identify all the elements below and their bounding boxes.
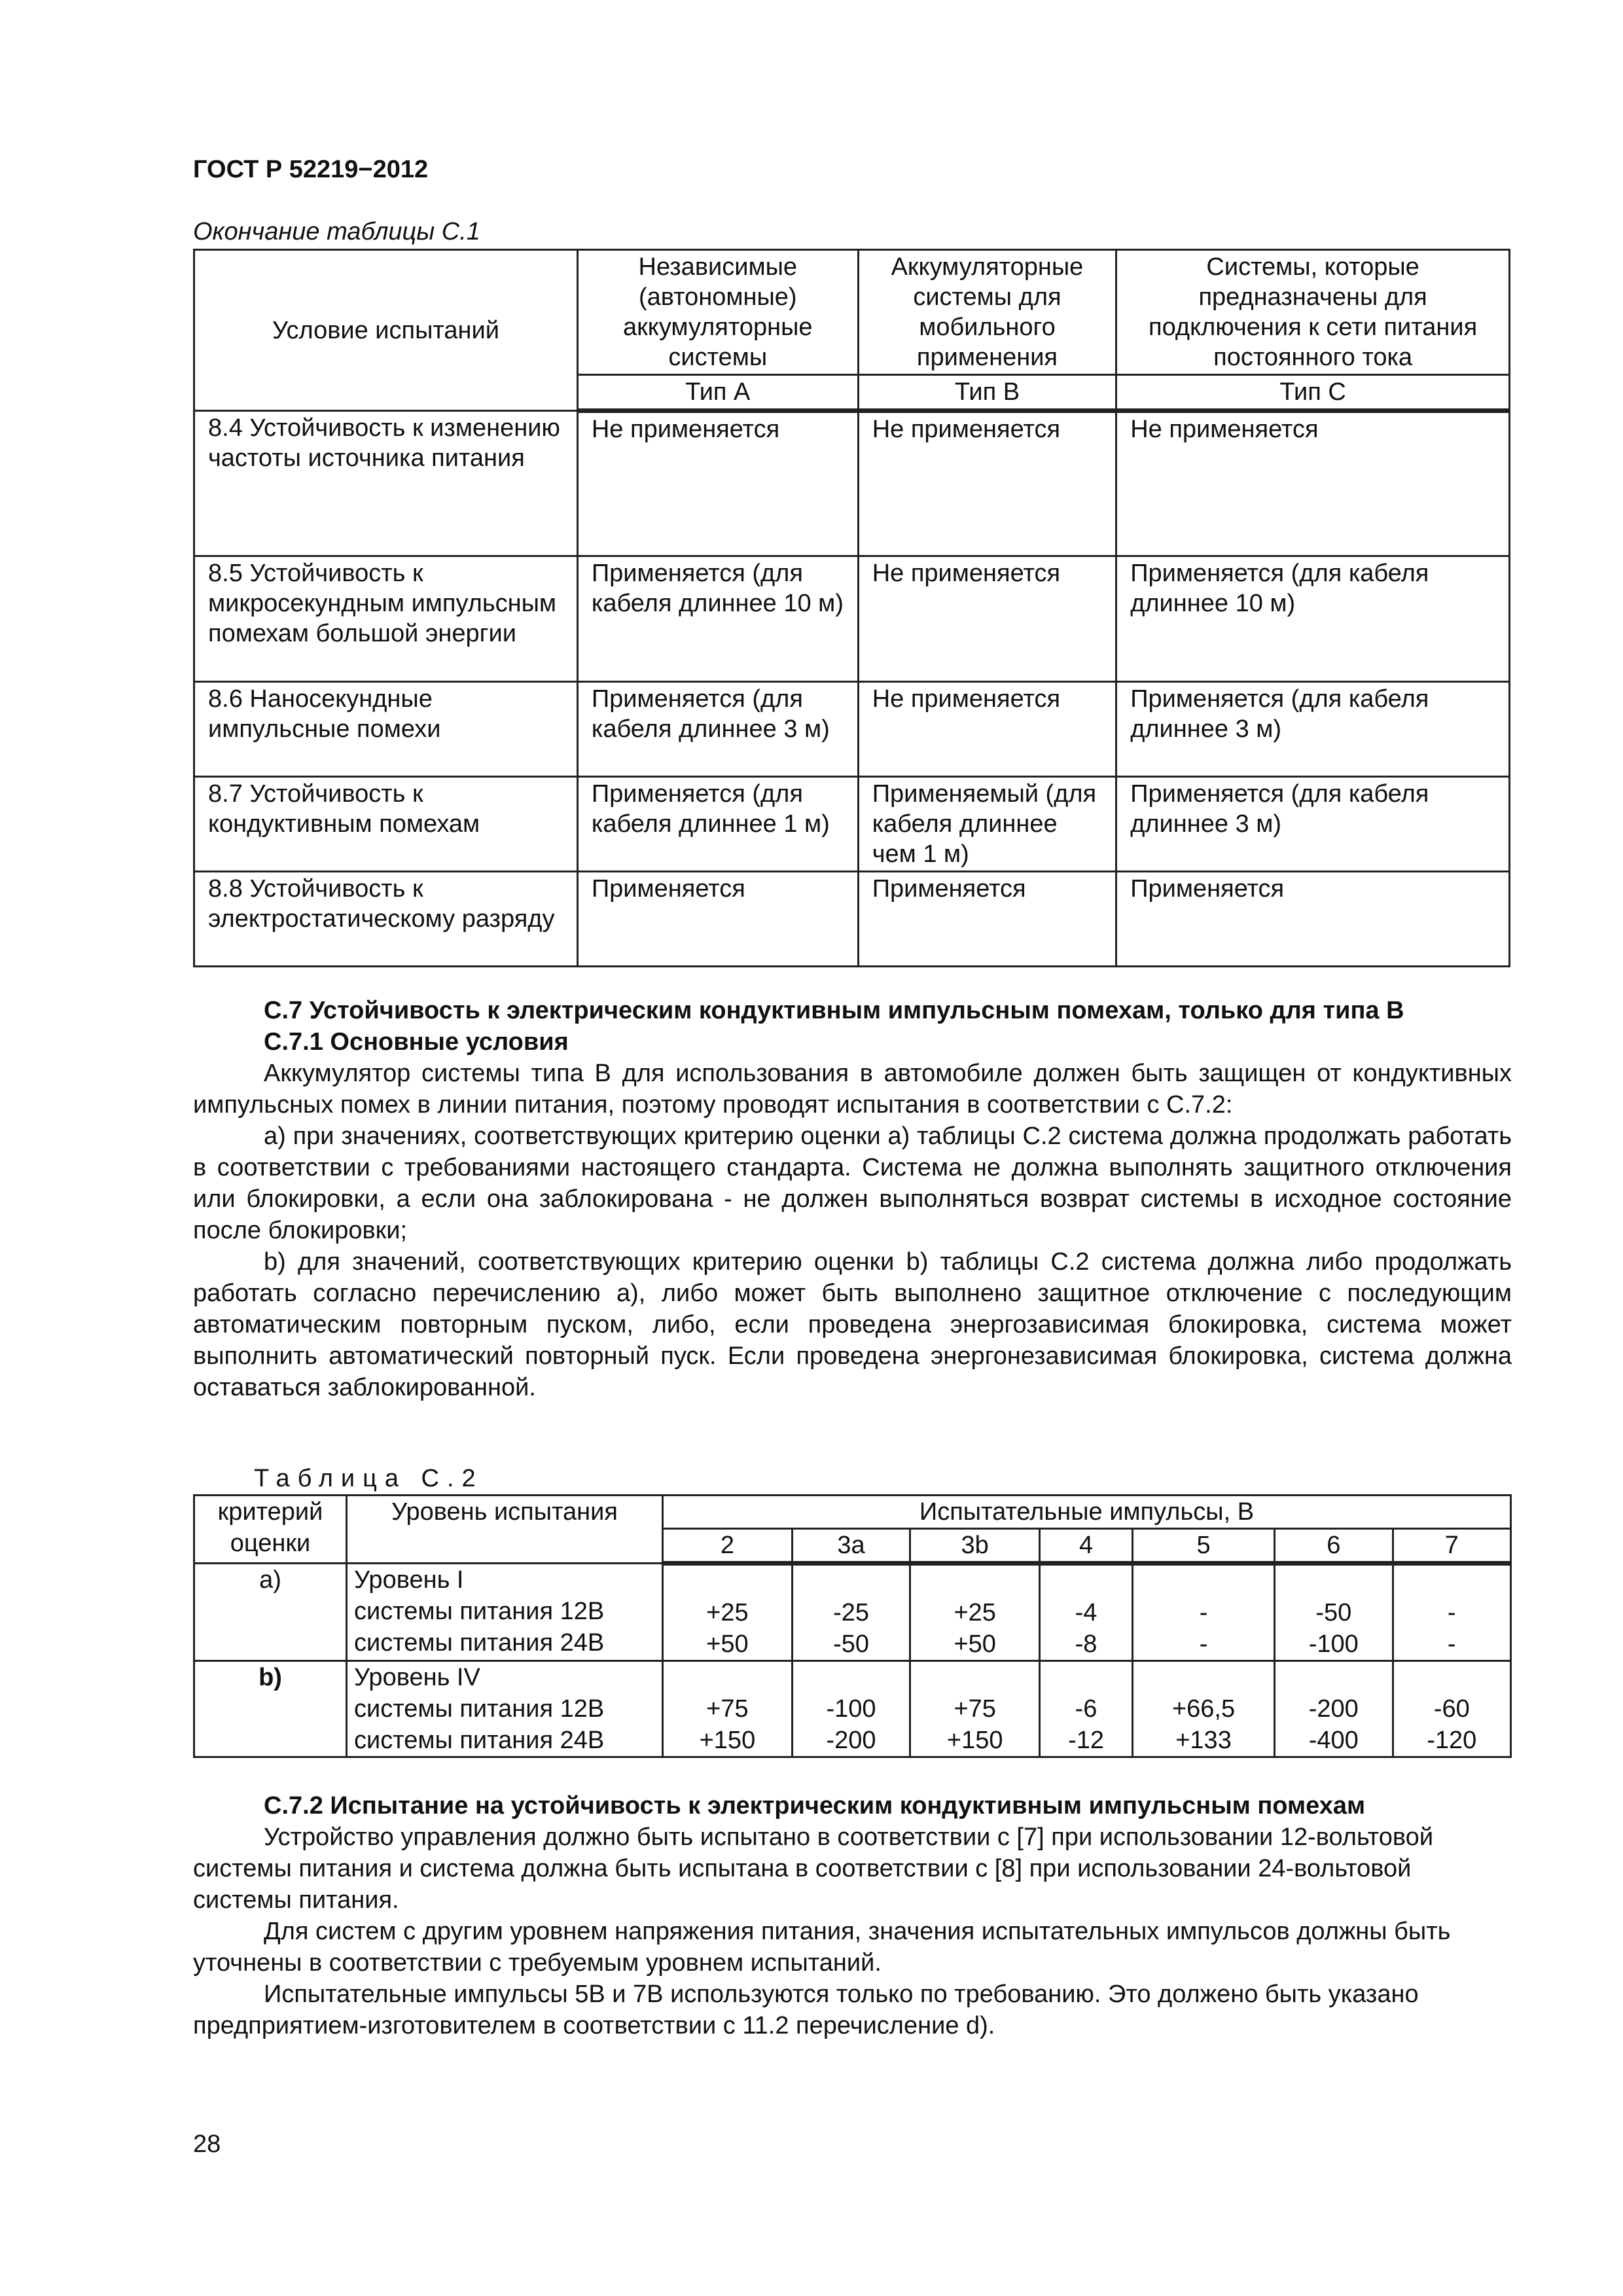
t1-cell-a: Применяется (для кабеля длиннее 1 м): [577, 777, 858, 872]
table-row: [194, 682, 1510, 777]
table-row: [194, 556, 1510, 682]
t2-pulse-col: 3a: [792, 1529, 910, 1564]
section-c72-heading: C.7.2 Испытание на устойчивость к электрическим кондуктивным импульсным помехам: [264, 1792, 1366, 1820]
t2-header-pulses: Испытательные импульсы, В: [663, 1496, 1511, 1529]
section-c72: [193, 1790, 1512, 2041]
table-c1: [193, 249, 1510, 967]
t2-level-name: Уровень IV: [354, 1664, 480, 1691]
t1-cell-b: Не применяется: [858, 556, 1116, 682]
t2-criterion: [194, 1564, 347, 1661]
t2-cell: +25 +50: [910, 1564, 1040, 1661]
paragraph: b) для значений, соответствующих критерию оценки b) таблицы С.2 система должна либо продолжать работать согласно перечислению a), либо может быть выполнено защитное отключение с последующим автоматическим повторным пуском, либо, если проведена энергозависимая блокировка, система может выполнить автоматический повторный пуск. Если проведена энергонезависимая блокировка, система должна оставаться заблокированной.: [193, 1248, 1512, 1401]
table-row: [194, 872, 1510, 967]
t1-cond: 8.8 Устойчивость к электростатическому разряду: [194, 872, 578, 967]
t1-cell-c: Применяется (для кабеля длиннее 3 м): [1116, 682, 1510, 777]
section-c7: [193, 995, 1512, 1403]
t1-cell-b: Применяемый (для кабеля длиннее чем 1 м): [858, 777, 1116, 872]
t2-cell: - -: [1393, 1564, 1510, 1661]
t2-cell: -100 -200: [792, 1661, 910, 1757]
t2-pulse-col: 3b: [910, 1529, 1040, 1564]
t2-level: [347, 1564, 663, 1661]
t2-criterion-label: b): [259, 1664, 282, 1691]
t2-pulse-col: 5: [1133, 1529, 1275, 1564]
t1-cell-b: Не применяется: [858, 411, 1116, 556]
table1-caption: Окончание таблицы С.1: [193, 218, 480, 245]
t1-type-c: Тип C: [1116, 375, 1510, 411]
t1-header-standalone: Независимые (автономные) аккумуляторные системы: [577, 250, 858, 375]
t2-cell: +75 +150: [910, 1661, 1040, 1757]
t2-pulse-col: 7: [1393, 1529, 1510, 1564]
t1-header-condition: Условие испытаний: [194, 250, 578, 411]
paragraph: Устройство управления должно быть испытано в соответствии с [7] при использовании 12-вольтовой системы питания и система должна быть испытана в соответствии с [8] при использовании 24-вольтовой системы питания.: [193, 1823, 1434, 1914]
t1-header-mobile: Аккумуляторные системы для мобильного применения: [858, 250, 1116, 375]
paragraph: Испытательные импульсы 5B и 7B используются только по требованию. Это должено быть указано предприятием-изготовителем в соответствии с 11.2 перечисление d).: [193, 1981, 1419, 2039]
t2-level-row-label: системы питания 24В: [354, 1727, 605, 1754]
paragraph: a) при значениях, соответствующих критерию оценки a) таблицы С.2 система должна продолжать работать в соответствии с требованиями настоящего стандарта. Система не должна выполнять защитного отключения или блокировки, а если она заблокирована - не должен выполняться возврат системы в исходное состояние после блокировки;: [193, 1122, 1512, 1244]
t2-criterion: [194, 1661, 347, 1757]
document-header: ГОСТ Р 52219−2012: [193, 156, 429, 183]
t1-cell-b: Не применяется: [858, 682, 1116, 777]
t2-pulse-col: 2: [663, 1529, 793, 1564]
t2-cell: +25 +50: [663, 1564, 793, 1661]
t1-cell-b: Применяется: [858, 872, 1116, 967]
t2-level-name: Уровень I: [354, 1566, 464, 1594]
t1-cell-a: Применяется (для кабеля длиннее 10 м): [577, 556, 858, 682]
t2-cell: -25 -50: [792, 1564, 910, 1661]
t2-cell: +75 +150: [663, 1661, 793, 1757]
paragraph: Для систем с другим уровнем напряжения питания, значения испытательных импульсов должны быть уточнены в соответствии с требуемым уровнем испытаний.: [193, 1918, 1451, 1977]
t2-cell: -4 -8: [1040, 1564, 1133, 1661]
t1-type-b: Тип B: [858, 375, 1116, 411]
section-c7-heading: C.7 Устойчивость к электрическим кондуктивным импульсным помехам, только для типа B: [264, 997, 1404, 1024]
t2-criterion-label: a): [259, 1566, 281, 1594]
t1-cell-a: Применяется: [577, 872, 858, 967]
t2-cell: -200 -400: [1275, 1661, 1393, 1757]
t2-cell: -60 -120: [1393, 1661, 1510, 1757]
table-c2: [193, 1494, 1512, 1758]
t2-level-row-label: системы питания 24В: [354, 1629, 605, 1657]
t1-cond: 8.7 Устойчивость к кондуктивным помехам: [194, 777, 578, 872]
t1-cell-c: Применяется (для кабеля длиннее 10 м): [1116, 556, 1510, 682]
t1-cell-c: Не применяется: [1116, 411, 1510, 556]
t2-level-row-label: системы питания 12В: [354, 1695, 605, 1723]
t1-cell-c: Применяется (для кабеля длиннее 3 м): [1116, 777, 1510, 872]
t2-level-row-label: системы питания 12В: [354, 1598, 605, 1625]
page-number: 28: [193, 2130, 221, 2158]
t2-cell: -50 -100: [1275, 1564, 1393, 1661]
t2-level: [347, 1661, 663, 1757]
section-c71-heading: C.7.1 Основные условия: [264, 1028, 569, 1056]
table-row: [194, 777, 1510, 872]
t1-header-dc-network: Системы, которые предназначены для подключения к сети питания постоянного тока: [1116, 250, 1510, 375]
t2-cell: +66,5 +133: [1133, 1661, 1275, 1757]
t1-cell-a: Применяется (для кабеля длиннее 3 м): [577, 682, 858, 777]
table-row: [194, 1661, 1511, 1757]
t2-header-level: Уровень испытания: [347, 1496, 663, 1564]
paragraph: Аккумулятор системы типа B для использования в автомобиле должен быть защищен от кондуктивных импульсных помех в линии питания, поэтому проводят испытания в соответствии с С.7.2:: [193, 1060, 1512, 1119]
t1-cond: 8.4 Устойчивость к изменению частоты источника питания: [194, 411, 578, 556]
t2-pulse-col: 6: [1275, 1529, 1393, 1564]
t1-cond: 8.5 Устойчивость к микросекундным импульсным помехам большой энергии: [194, 556, 578, 682]
table-row: [194, 1564, 1511, 1661]
t1-cell-c: Применяется: [1116, 872, 1510, 967]
table2-caption: Таблица С.2: [254, 1465, 484, 1492]
t1-type-a: Тип A: [577, 375, 858, 411]
t2-cell: -6 -12: [1040, 1661, 1133, 1757]
t2-pulse-col: 4: [1040, 1529, 1133, 1564]
t2-cell: - -: [1133, 1564, 1275, 1661]
t2-header-criterion: критерий оценки: [194, 1496, 347, 1564]
t1-cell-a: Не применяется: [577, 411, 858, 556]
t1-cond: 8.6 Наносекундные импульсные помехи: [194, 682, 578, 777]
table-row: [194, 411, 1510, 556]
